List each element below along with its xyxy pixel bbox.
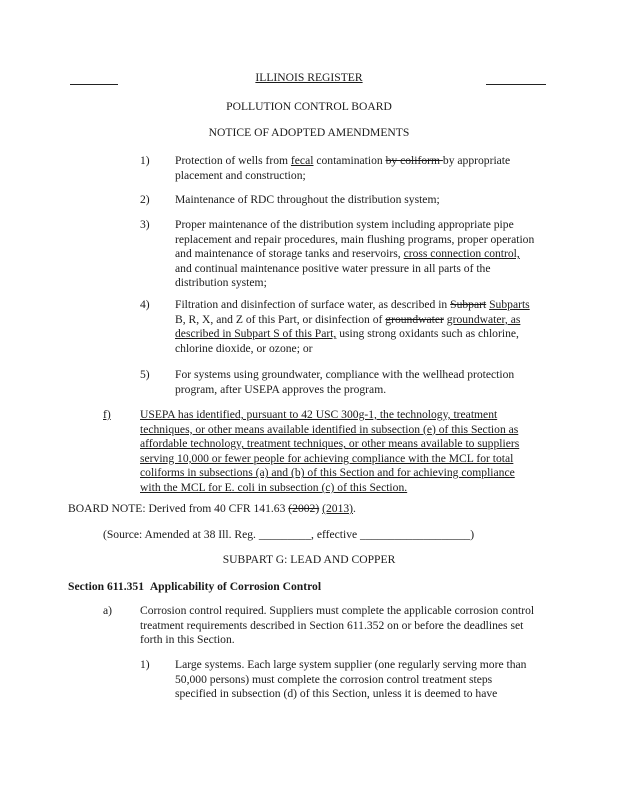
inserted-text: fecal	[290, 154, 314, 167]
list-item-text: Maintenance of RDC throughout the distribution system;	[175, 193, 440, 206]
inserted-text: groundwater, as described in Subpart S of this Part,	[175, 312, 521, 341]
board-note: BOARD NOTE: Derived from 40 CFR 141.63 (2002) (2013).	[68, 502, 356, 515]
subsection-label: f)	[103, 408, 111, 421]
subsection-label: a)	[103, 604, 113, 617]
blank-line: _________	[258, 528, 312, 541]
list-item-number: 1)	[140, 658, 150, 671]
deleted-text: groundwater	[385, 312, 444, 326]
subpart-heading: SUBPART G: LEAD AND COPPER	[222, 553, 396, 566]
list-item-number: 1)	[140, 154, 150, 167]
deleted-text: by coliform	[385, 154, 443, 167]
list-item-number: 4)	[140, 298, 150, 311]
section-heading	[68, 580, 321, 595]
source-line: (Source: Amended at 38 Ill. Reg. _________, effective ___________________)	[103, 528, 475, 541]
list-item-number: 5)	[140, 368, 150, 381]
blank-line: ___________________	[360, 528, 471, 541]
list-item-number: 2)	[140, 193, 150, 206]
inserted-text: cross connection control,	[403, 247, 520, 261]
list-item-text: For systems using groundwater, compliance with the wellhead protection program, after USEPA approves the program.	[175, 368, 515, 396]
register-title: ILLINOIS REGISTER	[255, 71, 363, 84]
subsection-f-text: USEPA has identified, pursuant to 42 USC 300g-1, the technology, treatment techniques, or other means available identified in subsection (e) of this Section as affordable technology, treatment techniques, or other means available to suppliers serving 10,000 or fewer people for achieving compliance with the MCL for total coliforms in subsections (a) and (b) of this Section and for achieving compliance with the MCL for E. coli in subsection (c) of this Section.	[140, 408, 520, 494]
deleted-text: Subpart	[450, 298, 487, 311]
board-title: POLLUTION CONTROL BOARD	[226, 100, 392, 113]
list-item-number: 3)	[140, 218, 150, 231]
section-title: Applicability of Corrosion Control	[149, 580, 322, 593]
list-item-text: Protection of wells from fecal contamination by coliform by appropriate placement and construction;	[175, 154, 511, 182]
subsection-a-text: Corrosion control required. Suppliers must complete the applicable corrosion control treatment requirements described in Section 611.352 on or before the deadlines set forth in this Section.	[140, 604, 535, 647]
deleted-text: (2002)	[288, 502, 320, 515]
inserted-text: (2013)	[322, 502, 354, 515]
inserted-text: Subparts	[489, 298, 530, 311]
list-item-text: Large systems. Each large system supplier (one regularly serving more than 50,000 persons) must complete the corrosion control treatment steps specified in subsection (d) of this Section, unless it is deemed to have	[175, 658, 527, 701]
list-item-text: Proper maintenance of the distribution system including appropriate pipe replacement and repair procedures, main flushing programs, proper operation and maintenance of storage tanks and reservoirs, cross connection control, and continual maintenance positive water pressure in all parts of the distribution system;	[175, 218, 535, 290]
notice-title: NOTICE OF ADOPTED AMENDMENTS	[208, 126, 410, 139]
list-item-text: Filtration and disinfection of surface water, as described in Subpart Subparts B, R, X, and Z of this Part, or disinfection of groundwater groundwater, as described in Subpart S of this Part, using strong oxidants such as chlorine, chlorine dioxide, or ozone; or	[175, 298, 530, 355]
section-number: Section 611.351	[68, 580, 145, 593]
